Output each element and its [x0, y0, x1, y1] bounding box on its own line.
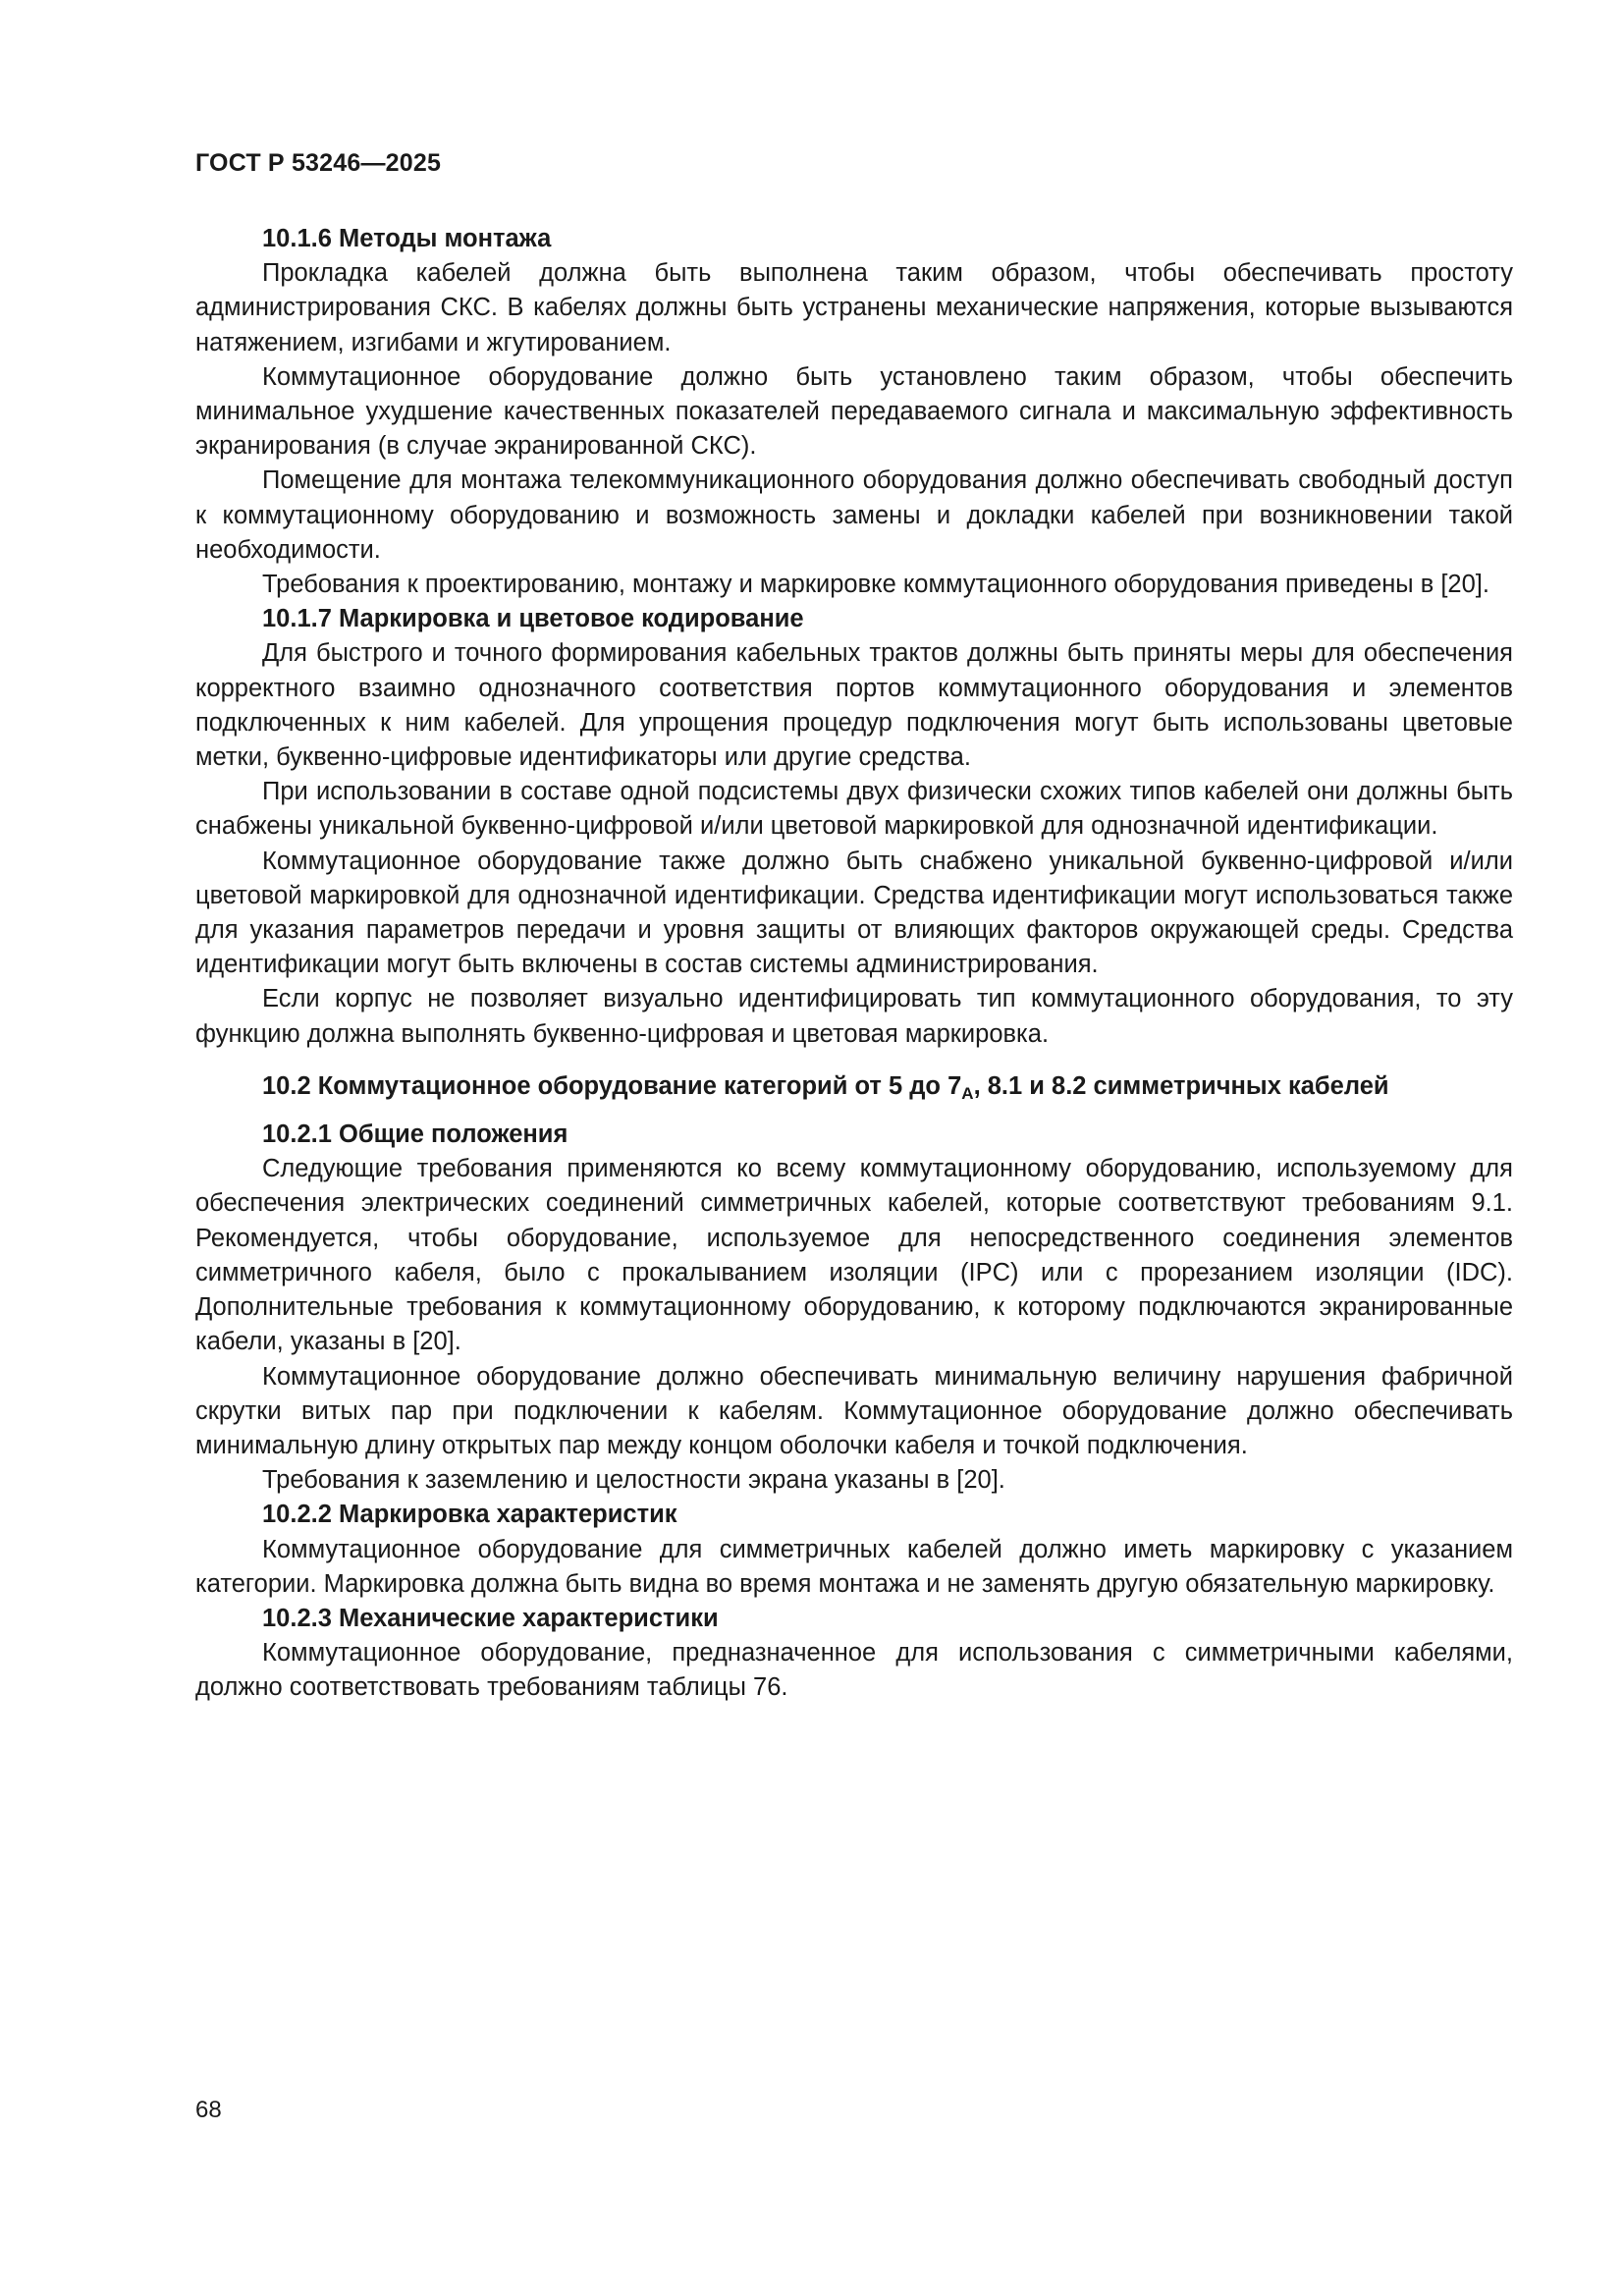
heading-text: , 8.1 и 8.2 симметричных кабелей: [973, 1071, 1389, 1100]
paragraph: Коммутационное оборудование для симметричных кабелей должно иметь маркировку с указанием категории. Маркировка должна быть видна во время монтажа и не заменять другую обязательную маркировку.: [195, 1535, 1513, 1598]
paragraph: Коммутационное оборудование также должно быть снабжено уникальной буквенно-цифровой и/или цветовой маркировкой для однозначной идентификации. Средства идентификации могут использоваться также для указания параметров передачи и уровня защиты от влияющих факторов окружающей среды. Средства идентификации могут быть включены в состав системы администрирования.: [195, 847, 1513, 979]
paragraph: Требования к заземлению и целостности экрана указаны в [20].: [262, 1466, 1005, 1495]
paragraph: Коммутационное оборудование, предназначенное для использования с симметричными кабелями, должно соответствовать требованиям таблицы 76.: [195, 1639, 1513, 1702]
heading-text: 10.2 Коммутационное оборудование категорий от 5 до 7: [262, 1071, 962, 1100]
section-heading-10-1-7: 10.1.7 Маркировка и цветовое кодирование: [262, 605, 804, 633]
paragraph: Прокладка кабелей должна быть выполнена таким образом, чтобы обеспечивать простоту администрирования СКС. В кабелях должны быть устранены механические напряжения, которые вызываются натяжением, изгибами и жгутированием.: [195, 259, 1513, 356]
paragraph: Коммутационное оборудование должно обеспечивать минимальную величину нарушения фабричной скрутки витых пар при подключении к кабелям. Коммутационное оборудование должно обеспечивать минимальную длину открытых пар между концом оболочки кабеля и точкой подключения.: [195, 1362, 1513, 1459]
paragraph: Следующие требования применяются ко всему коммутационному оборудованию, используемому для обеспечения электрических соединений симметричных кабелей, которые соответствуют требованиям 9.1. Рекомендуется, чтобы оборудование, используемое для непосредственного соединения элементов симметричного кабеля, было с прокалыванием изоляции (IPC) или с прорезанием изоляции (IDC). Дополнительные требования к коммутационному оборудованию, к которому подключаются экранированные кабели, указаны в [20].: [195, 1155, 1513, 1356]
page-number: 68: [195, 2097, 222, 2123]
section-heading-10-2: [195, 1069, 1513, 1104]
section-heading-10-2-3: 10.2.3 Механические характеристики: [262, 1604, 719, 1632]
section-heading-10-2-2: 10.2.2 Маркировка характеристик: [262, 1501, 677, 1529]
section-heading-10-1-6: 10.1.6 Методы монтажа: [262, 225, 552, 252]
paragraph: Помещение для монтажа телекоммуникационного оборудования должно обеспечивать свободный доступ к коммутационному оборудованию и возможность замены и докладки кабелей при возникновении такой необходимости.: [195, 466, 1513, 564]
document-standard-id: ГОСТ Р 53246—2025: [195, 149, 442, 177]
paragraph: При использовании в составе одной подсистемы двух физически схожих типов кабелей они должны быть снабжены уникальной буквенно-цифровой и/или цветовой маркировкой для однозначной идентификации.: [195, 778, 1513, 841]
document-body: [195, 222, 1513, 1706]
section-heading-10-2-1: 10.2.1 Общие положения: [262, 1121, 568, 1149]
paragraph: Коммутационное оборудование должно быть установлено таким образом, чтобы обеспечить минимальное ухудшение качественных показателей передаваемого сигнала и максимальную эффективность экранирования (в случае экранированной СКС).: [195, 362, 1513, 461]
paragraph: Для быстрого и точного формирования кабельных трактов должны быть приняты меры для обеспечения корректного взаимно однозначного соответствия портов коммутационного оборудования и элементов подключенных к ним кабелей. Для упрощения процедур подключения могут быть использованы цветовые метки, буквенно-цифровые идентификаторы или другие средства.: [195, 639, 1513, 772]
paragraph: Если корпус не позволяет визуально идентифицировать тип коммутационного оборудования, то эту функцию должна выполнять буквенно-цифровая и цветовая маркировка.: [195, 985, 1513, 1048]
heading-subscript: A: [961, 1083, 974, 1103]
paragraph: Требования к проектированию, монтажу и маркировке коммутационного оборудования приведены в [20].: [262, 571, 1489, 599]
